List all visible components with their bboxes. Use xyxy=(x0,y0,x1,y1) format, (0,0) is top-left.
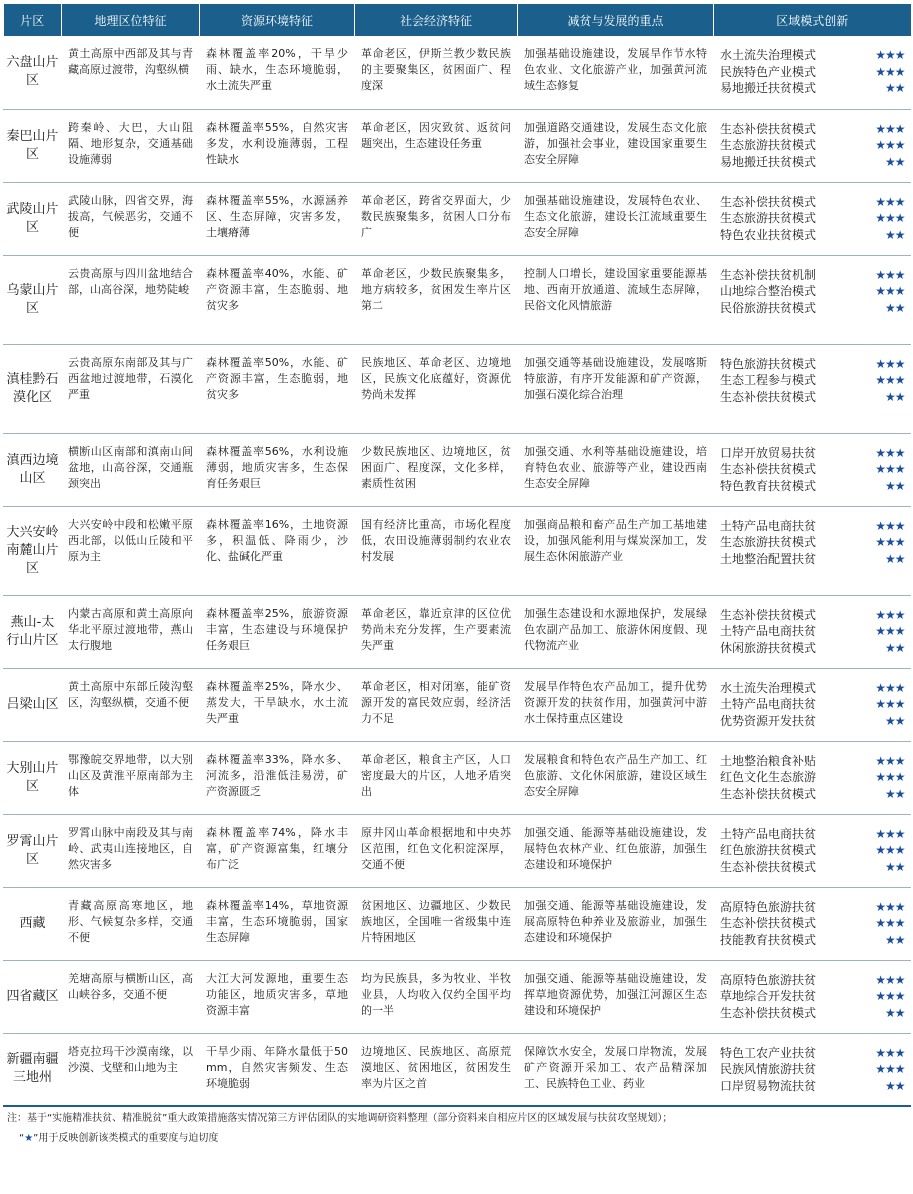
innovation-item xyxy=(720,826,905,843)
star-rating-icon: ★★★ xyxy=(875,753,905,768)
innovation-cell xyxy=(714,1033,911,1106)
geo-cell: 黄土高原中东部丘陵沟壑区，沟壑纵横，交通不便 xyxy=(62,668,200,741)
region-cell: 罗霄山片区 xyxy=(4,814,62,887)
star-rating-icon: ★★★ xyxy=(875,972,905,987)
table-row xyxy=(4,595,911,668)
focus-cell: 加强交通、水利等基础设施建设，培育特色农业、旅游等产业，建设西南生态安全屏障 xyxy=(518,433,714,506)
region-cell: 滇西边境山区 xyxy=(4,433,62,506)
focus-cell: 保障饮水安全，发展口岸物流，发展矿产资源开采加工、农产品精深加工、民族特色工业、药业 xyxy=(518,1033,714,1106)
star-rating-icon: ★★★ xyxy=(875,138,905,152)
socio-cell: 国有经济比重高，市场化程度低，农田设施薄弱制约农业农村发展 xyxy=(355,506,518,595)
region-cell: 西藏 xyxy=(4,887,62,960)
innovation-name: 生态工程参与模式 xyxy=(720,373,817,387)
innovation-name: 山地综合整治模式 xyxy=(720,284,817,298)
innovation-item xyxy=(720,972,905,989)
star-rating-icon: ★★ xyxy=(884,1005,905,1020)
innovation-cell xyxy=(714,344,911,433)
note-line-2-text: ”用于反映创新该类模式的重要度与迫切度 xyxy=(33,1133,219,1144)
geo-cell: 大兴安岭中段和松嫩平原西北部，以低山丘陵和平原为主 xyxy=(62,506,200,595)
region-cell: 大兴安岭南麓山片区 xyxy=(4,506,62,595)
innovation-item xyxy=(720,551,905,568)
geo-cell: 罗霄山脉中南段及其与南岭、武夷山连接地区，自然灾害多 xyxy=(62,814,200,887)
star-rating-icon: ★★★ xyxy=(875,64,905,79)
table-row xyxy=(4,109,911,182)
table-row xyxy=(4,814,911,887)
region-cell: 新疆南疆三地州 xyxy=(4,1033,62,1106)
innovation-cell xyxy=(714,433,911,506)
innovation-cell xyxy=(714,182,911,255)
socio-cell: 革命老区，相对闭塞，能矿资源开发的富民效应弱，经济活力不足 xyxy=(355,668,518,741)
innovation-name: 技能教育扶贫模式 xyxy=(720,932,817,947)
socio-cell: 边境地区、民族地区、高原荒漠地区、贫困地区，贫困发生率为片区之首 xyxy=(355,1033,518,1106)
innovation-cell xyxy=(714,255,911,344)
socio-cell: 革命老区，少数民族聚集多，地方病较多，贫困发生率片区第二 xyxy=(355,255,518,344)
table-row xyxy=(4,960,911,1033)
note-quote-open: “ xyxy=(19,1133,25,1144)
innovation-name: 生态补偿扶贫模式 xyxy=(720,786,817,801)
region-cell: 四省藏区 xyxy=(4,960,62,1033)
innovation-cell xyxy=(714,668,911,741)
innovation-name: 生态补偿扶贫机制 xyxy=(720,267,817,282)
innovation-name: 休闲旅游扶贫模式 xyxy=(720,640,817,655)
star-rating-icon: ★★★ xyxy=(875,518,905,533)
star-rating-icon: ★★ xyxy=(884,300,905,315)
innovation-item xyxy=(720,356,905,373)
star-rating-icon: ★★★ xyxy=(875,899,905,914)
header-innovation: 区域模式创新 xyxy=(714,4,911,36)
innovation-name: 易地搬迁扶贫模式 xyxy=(720,154,817,169)
innovation-name: 红色旅游扶贫模式 xyxy=(720,843,817,857)
socio-cell: 革命老区，因灾致贫、返贫问题突出，生态建设任务重 xyxy=(355,109,518,182)
innovation-name: 生态补偿扶贫模式 xyxy=(720,607,817,622)
star-rating-icon: ★★★ xyxy=(875,356,905,371)
geo-cell: 内蒙古高原和黄土高原向华北平原过渡地带，燕山太行腹地 xyxy=(62,595,200,668)
star-rating-icon: ★★ xyxy=(884,551,905,566)
focus-cell: 发展粮食和特色农产品生产加工、红色旅游、文化休闲旅游，建设区域生态安全屏障 xyxy=(518,741,714,814)
innovation-item xyxy=(720,932,905,949)
innovation-cell xyxy=(714,887,911,960)
innovation-name: 特色工农产业扶贫 xyxy=(720,1045,817,1060)
star-rating-icon: ★★★ xyxy=(875,826,905,841)
table-row xyxy=(4,255,911,344)
innovation-name: 特色农业扶贫模式 xyxy=(720,227,817,242)
innovation-item xyxy=(720,372,905,389)
innovation-name: 高原特色旅游扶贫 xyxy=(720,972,817,987)
innovation-item xyxy=(720,267,905,284)
table-header xyxy=(4,4,911,36)
innovation-name: 民俗旅游扶贫模式 xyxy=(720,300,817,315)
table-row xyxy=(4,887,911,960)
star-rating-icon: ★★★ xyxy=(875,607,905,622)
region-cell: 武陵山片区 xyxy=(4,182,62,255)
innovation-item xyxy=(720,121,905,138)
header-resource: 资源环境特征 xyxy=(200,4,355,36)
star-icon: ★ xyxy=(24,1133,34,1144)
innovation-item xyxy=(720,154,905,171)
resource-cell: 森林覆盖率25%，旅游资源丰富，生态建设与环境保护任务艰巨 xyxy=(200,595,355,668)
star-rating-icon: ★★★ xyxy=(875,697,905,711)
geo-cell: 青藏高原高寒地区，地形、气候复杂多样，交通不便 xyxy=(62,887,200,960)
star-rating-icon: ★★ xyxy=(884,478,905,493)
innovation-item xyxy=(720,478,905,495)
star-rating-icon: ★★★ xyxy=(875,211,905,225)
innovation-item xyxy=(720,210,905,227)
resource-cell: 干旱少雨、年降水量低于50mm，自然灾害频发、生态环境脆弱 xyxy=(200,1033,355,1106)
resource-cell: 大江大河发源地，重要生态功能区，地质灾害多，草地资源丰富 xyxy=(200,960,355,1033)
header-row xyxy=(4,4,911,36)
innovation-item xyxy=(720,769,905,786)
innovation-cell xyxy=(714,741,911,814)
innovation-item xyxy=(720,640,905,657)
innovation-item xyxy=(720,534,905,551)
innovation-item xyxy=(720,47,905,64)
star-rating-icon: ★★★ xyxy=(875,1062,905,1076)
resource-cell: 森林覆盖率50%，水能、矿产资源丰富，生态脆弱，地贫灾多 xyxy=(200,344,355,433)
geo-cell: 跨秦岭、大巴，大山阻隔、地形复杂，交通基础设施薄弱 xyxy=(62,109,200,182)
focus-cell: 加强交通、能源等基础设施建设，发展高原特色种养业及旅游业，加强生态建设和环境保护 xyxy=(518,887,714,960)
focus-cell: 控制人口增长，建设国家重要能源基地、西南开放通道、流域生态屏障，民俗文化风情旅游 xyxy=(518,255,714,344)
geo-cell: 黄土高原中西部及其与青藏高原过渡带，沟壑纵横 xyxy=(62,36,200,109)
innovation-name: 生态旅游扶贫模式 xyxy=(720,535,817,549)
socio-cell: 革命老区，跨省交界面大，少数民族聚集多，贫困人口分布广 xyxy=(355,182,518,255)
star-rating-icon: ★★★ xyxy=(875,462,905,476)
star-rating-icon: ★★ xyxy=(884,389,905,404)
star-rating-icon: ★★★ xyxy=(875,1045,905,1060)
region-cell: 燕山-太行山片区 xyxy=(4,595,62,668)
star-rating-icon: ★★★ xyxy=(875,121,905,136)
innovation-name: 生态补偿扶贫模式 xyxy=(720,194,817,209)
innovation-item xyxy=(720,915,905,932)
header-focus: 减贫与发展的重点 xyxy=(518,4,714,36)
resource-cell: 森林覆盖率16%，土地资源多，积温低、降雨少，沙化、盐碱化严重 xyxy=(200,506,355,595)
table-row xyxy=(4,433,911,506)
focus-cell: 发展旱作特色农产品加工，提升优势资源开发的扶贫作用，加强黄河中游水土保持重点区建设 xyxy=(518,668,714,741)
table-row xyxy=(4,741,911,814)
innovation-item xyxy=(720,445,905,462)
innovation-item xyxy=(720,137,905,154)
star-rating-icon: ★★★ xyxy=(875,267,905,282)
socio-cell: 贫困地区、边疆地区、少数民族地区，全国唯一省级集中连片特困地区 xyxy=(355,887,518,960)
innovation-item xyxy=(720,64,905,81)
resource-cell: 森林覆盖率20%，干旱少雨、缺水，生态环境脆弱，水土流失严重 xyxy=(200,36,355,109)
table-row xyxy=(4,506,911,595)
focus-cell: 加强道路交通建设，发展生态文化旅游，加强社会事业，建设国家重要生态安全屏障 xyxy=(518,109,714,182)
socio-cell: 民族地区、革命老区、边境地区，民族文化底蕴好，资源优势尚未发挥 xyxy=(355,344,518,433)
innovation-item xyxy=(720,623,905,640)
resource-cell: 森林覆盖率40%，水能、矿产资源丰富，生态脆弱、地贫灾多 xyxy=(200,255,355,344)
innovation-cell xyxy=(714,960,911,1033)
region-cell: 六盘山片区 xyxy=(4,36,62,109)
innovation-item xyxy=(720,1005,905,1022)
star-rating-icon: ★★★ xyxy=(875,373,905,387)
geo-cell: 云贵高原与四川盆地结合部，山高谷深，地势陡峻 xyxy=(62,255,200,344)
table-notes xyxy=(3,1107,910,1149)
header-geo: 地理区位特征 xyxy=(62,4,200,36)
innovation-name: 生态补偿扶贫模式 xyxy=(720,1005,817,1020)
note-line-1: 注：基于“实施精准扶贫、精准脱贫”重大政策措施落实情况第三方评估团队的实地调研资料整理（部分资料来自相应片区的区域发展与扶贫攻坚规划）； xyxy=(7,1113,673,1124)
geo-cell: 横断山区南部和滇南山间盆地，山高谷深，交通瓶颈突出 xyxy=(62,433,200,506)
star-rating-icon: ★★ xyxy=(884,227,905,242)
resource-cell: 森林覆盖率33%，降水多、河流多，沿淮低洼易涝，矿产资源匮乏 xyxy=(200,741,355,814)
innovation-name: 水土流失治理模式 xyxy=(720,680,817,695)
star-rating-icon: ★★ xyxy=(884,81,905,95)
socio-cell: 革命老区，粮食主产区，人口密度最大的片区，人地矛盾突出 xyxy=(355,741,518,814)
innovation-item xyxy=(720,518,905,535)
header-socio: 社会经济特征 xyxy=(355,4,518,36)
innovation-name: 民族风情旅游扶贫 xyxy=(720,1062,817,1076)
focus-cell: 加强交通、能源等基础设施建设，发展特色农林产业、红色旅游，加强生态建设和环境保护 xyxy=(518,814,714,887)
star-rating-icon: ★★★ xyxy=(875,916,905,930)
table-row xyxy=(4,668,911,741)
innovation-name: 生态旅游扶贫模式 xyxy=(720,211,817,225)
region-cell: 乌蒙山片区 xyxy=(4,255,62,344)
innovation-item xyxy=(720,283,905,300)
region-cell: 吕梁山区 xyxy=(4,668,62,741)
innovation-name: 口岸开放贸易扶贫 xyxy=(720,445,817,460)
innovation-item xyxy=(720,786,905,803)
innovation-name: 特色教育扶贫模式 xyxy=(720,478,817,493)
resource-cell: 森林覆盖率74%，降水丰富，矿产资源富集，红壤分布广泛 xyxy=(200,814,355,887)
innovation-item xyxy=(720,859,905,876)
poverty-regions-table xyxy=(3,4,911,1107)
geo-cell: 塔克拉玛干沙漠南缘，以沙漠、戈壁和山地为主 xyxy=(62,1033,200,1106)
innovation-item xyxy=(720,1045,905,1062)
innovation-item xyxy=(720,753,905,770)
geo-cell: 武陵山脉，四省交界，海拔高，气候恶劣，交通不便 xyxy=(62,182,200,255)
table-row xyxy=(4,182,911,255)
innovation-name: 优势资源开发扶贫 xyxy=(720,713,817,728)
geo-cell: 云贵高原东南部及其与广西盆地过渡地带，石漠化严重 xyxy=(62,344,200,433)
star-rating-icon: ★★ xyxy=(884,932,905,947)
innovation-name: 生态补偿扶贫模式 xyxy=(720,916,817,930)
innovation-name: 土特产品电商扶贫 xyxy=(720,697,817,711)
innovation-name: 生态补偿扶贫模式 xyxy=(720,121,817,136)
focus-cell: 加强基础设施建设，发展特色农业、生态文化旅游，建设长江流域重要生态安全屏障 xyxy=(518,182,714,255)
innovation-cell xyxy=(714,595,911,668)
innovation-name: 生态旅游扶贫模式 xyxy=(720,138,817,152)
resource-cell: 森林覆盖率14%，草地资源丰富，生态环境脆弱，国家生态屏障 xyxy=(200,887,355,960)
star-rating-icon: ★★★ xyxy=(875,624,905,638)
innovation-item xyxy=(720,1061,905,1078)
innovation-item xyxy=(720,713,905,730)
innovation-name: 红色文化生态旅游 xyxy=(720,770,817,784)
innovation-item xyxy=(720,607,905,624)
star-rating-icon: ★★★ xyxy=(875,843,905,857)
star-rating-icon: ★★ xyxy=(884,1078,905,1093)
innovation-item xyxy=(720,80,905,97)
star-rating-icon: ★★★ xyxy=(875,445,905,460)
innovation-item xyxy=(720,194,905,211)
innovation-name: 水土流失治理模式 xyxy=(720,48,817,62)
innovation-item xyxy=(720,988,905,1005)
innovation-name: 土地整治配置扶贫 xyxy=(720,551,817,566)
innovation-cell xyxy=(714,36,911,109)
resource-cell: 森林覆盖率56%，水利设施薄弱，地质灾害多，生态保育任务艰巨 xyxy=(200,433,355,506)
innovation-item xyxy=(720,300,905,317)
innovation-item xyxy=(720,1078,905,1095)
table-body xyxy=(4,36,911,1106)
header-region: 片区 xyxy=(4,4,62,36)
innovation-name: 民族特色产业模式 xyxy=(720,64,817,79)
table-row xyxy=(4,1033,911,1106)
resource-cell: 森林覆盖率25%，降水少、蒸发大，干旱缺水，水土流失严重 xyxy=(200,668,355,741)
socio-cell: 均为民族县，多为牧业、半牧业县，人均收入仅约全国平均的一半 xyxy=(355,960,518,1033)
table-row xyxy=(4,36,911,109)
star-rating-icon: ★★★ xyxy=(875,535,905,549)
star-rating-icon: ★★★ xyxy=(875,284,905,298)
star-rating-icon: ★★ xyxy=(884,154,905,169)
innovation-name: 生态补偿扶贫模式 xyxy=(720,389,817,404)
innovation-item xyxy=(720,461,905,478)
innovation-name: 土地整治粮食补贴 xyxy=(720,753,817,768)
star-rating-icon: ★★★ xyxy=(875,680,905,695)
resource-cell: 森林覆盖率55%，水源涵养区、生态屏障，灾害多发，土壤瘠薄 xyxy=(200,182,355,255)
innovation-item xyxy=(720,680,905,697)
innovation-item xyxy=(720,696,905,713)
star-rating-icon: ★★ xyxy=(884,786,905,801)
focus-cell: 加强基础设施建设，发展旱作节水特色农业、文化旅游产业，加强黄河流域生态修复 xyxy=(518,36,714,109)
innovation-name: 草地综合开发扶贫 xyxy=(720,989,817,1003)
innovation-cell xyxy=(714,814,911,887)
focus-cell: 加强交通等基础设施建设，发展喀斯特旅游，有序开发能源和矿产资源，加强石漠化综合治理 xyxy=(518,344,714,433)
innovation-item xyxy=(720,899,905,916)
star-rating-icon: ★★★ xyxy=(875,770,905,784)
focus-cell: 加强生态建设和水源地保护，发展绿色农副产品加工、旅游休闲度假、现代物流产业 xyxy=(518,595,714,668)
focus-cell: 加强交通、能源等基础设施建设，发挥草地资源优势，加强江河源区生态建设和环境保护 xyxy=(518,960,714,1033)
star-rating-icon: ★★★ xyxy=(875,194,905,209)
socio-cell: 原井冈山革命根据地和中央苏区范围，红色文化积淀深厚，交通不便 xyxy=(355,814,518,887)
star-rating-icon: ★★★ xyxy=(875,989,905,1003)
innovation-name: 土特产品电商扶贫 xyxy=(720,624,817,638)
region-cell: 滇桂黔石漠化区 xyxy=(4,344,62,433)
region-cell: 大别山片区 xyxy=(4,741,62,814)
geo-cell: 鄂豫皖交界地带，以大别山区及黄淮平原南部为主体 xyxy=(62,741,200,814)
star-rating-icon: ★★★ xyxy=(875,48,905,62)
innovation-name: 口岸贸易物流扶贫 xyxy=(720,1078,817,1093)
star-rating-icon: ★★ xyxy=(884,713,905,728)
region-cell: 秦巴山片区 xyxy=(4,109,62,182)
innovation-name: 生态补偿扶贫模式 xyxy=(720,462,817,476)
innovation-name: 土特产品电商扶贫 xyxy=(720,518,817,533)
note-line-2 xyxy=(7,1129,906,1149)
resource-cell: 森林覆盖率55%，自然灾害多发，水利设施薄弱，工程性缺水 xyxy=(200,109,355,182)
socio-cell: 革命老区，靠近京津的区位优势尚未充分发挥，生产要素流失严重 xyxy=(355,595,518,668)
innovation-name: 生态补偿扶贫模式 xyxy=(720,859,817,874)
star-rating-icon: ★★ xyxy=(884,859,905,874)
socio-cell: 少数民族地区、边境地区，贫困面广、程度深，文化多样，素质性贫困 xyxy=(355,433,518,506)
geo-cell: 羌塘高原与横断山区，高山峡谷多，交通不便 xyxy=(62,960,200,1033)
innovation-name: 特色旅游扶贫模式 xyxy=(720,356,817,371)
innovation-name: 土特产品电商扶贫 xyxy=(720,826,817,841)
focus-cell: 加强商品粮和畜产品生产加工基地建设，加强风能利用与煤炭深加工，发展生态休闲旅游产业 xyxy=(518,506,714,595)
socio-cell: 革命老区，伊斯兰教少数民族的主要聚集区，贫困面广、程度深 xyxy=(355,36,518,109)
star-rating-icon: ★★ xyxy=(884,640,905,655)
innovation-name: 易地搬迁扶贫模式 xyxy=(720,81,817,95)
innovation-item xyxy=(720,842,905,859)
table-row xyxy=(4,344,911,433)
innovation-item xyxy=(720,389,905,406)
innovation-cell xyxy=(714,109,911,182)
innovation-item xyxy=(720,227,905,244)
innovation-cell xyxy=(714,506,911,595)
innovation-name: 高原特色旅游扶贫 xyxy=(720,899,817,914)
